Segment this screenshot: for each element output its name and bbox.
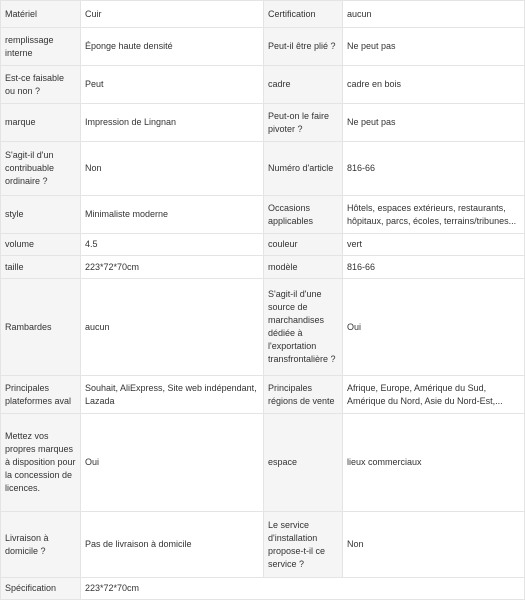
spec-value: Peut bbox=[81, 66, 264, 104]
spec-label: style bbox=[1, 196, 81, 234]
spec-value: Oui bbox=[81, 414, 264, 512]
spec-value: Ne peut pas bbox=[343, 28, 525, 66]
spec-label: S'agit-il d'une source de marchandises dédiée à l'exportation transfrontalière ? bbox=[264, 279, 343, 376]
spec-label: taille bbox=[1, 256, 81, 279]
spec-value: vert bbox=[343, 234, 525, 256]
spec-label: Occasions applicables bbox=[264, 196, 343, 234]
table-row bbox=[1, 66, 525, 104]
spec-label: S'agit-il d'un contribuable ordinaire ? bbox=[1, 142, 81, 196]
table-row bbox=[1, 414, 525, 512]
spec-value: aucun bbox=[343, 1, 525, 28]
spec-label: marque bbox=[1, 104, 81, 142]
spec-value: Non bbox=[343, 512, 525, 578]
spec-value: Hôtels, espaces extérieurs, restaurants, hôpitaux, parcs, écoles, terrains/tribunes... bbox=[343, 196, 525, 234]
table-row bbox=[1, 234, 525, 256]
spec-value: 223*72*70cm bbox=[81, 578, 525, 600]
spec-value: Non bbox=[81, 142, 264, 196]
table-row bbox=[1, 1, 525, 28]
table-row bbox=[1, 142, 525, 196]
spec-label: Peut-il être plié ? bbox=[264, 28, 343, 66]
spec-label: Matériel bbox=[1, 1, 81, 28]
table-row bbox=[1, 104, 525, 142]
spec-value: aucun bbox=[81, 279, 264, 376]
spec-label: remplissage interne bbox=[1, 28, 81, 66]
spec-label: volume bbox=[1, 234, 81, 256]
spec-value: Éponge haute densité bbox=[81, 28, 264, 66]
table-row bbox=[1, 256, 525, 279]
table-row bbox=[1, 28, 525, 66]
spec-label: Spécification bbox=[1, 578, 81, 600]
spec-label: couleur bbox=[264, 234, 343, 256]
spec-label: Certification bbox=[264, 1, 343, 28]
table-row bbox=[1, 376, 525, 414]
spec-value: cadre en bois bbox=[343, 66, 525, 104]
spec-value: Ne peut pas bbox=[343, 104, 525, 142]
spec-label: modèle bbox=[264, 256, 343, 279]
table-row bbox=[1, 279, 525, 376]
spec-label: Mettez vos propres marques à disposition pour la concession de licences. bbox=[1, 414, 81, 512]
table-row bbox=[1, 578, 525, 600]
spec-label: Numéro d'article bbox=[264, 142, 343, 196]
spec-label: Principales plateformes aval bbox=[1, 376, 81, 414]
spec-label: Peut-on le faire pivoter ? bbox=[264, 104, 343, 142]
spec-value: Cuir bbox=[81, 1, 264, 28]
table-row bbox=[1, 196, 525, 234]
spec-value: Minimaliste moderne bbox=[81, 196, 264, 234]
spec-value: Pas de livraison à domicile bbox=[81, 512, 264, 578]
spec-value: Souhait, AliExpress, Site web indépendant, Lazada bbox=[81, 376, 264, 414]
spec-label: espace bbox=[264, 414, 343, 512]
spec-value: Impression de Lingnan bbox=[81, 104, 264, 142]
spec-label: Le service d'installation propose-t-il ce service ? bbox=[264, 512, 343, 578]
spec-value: 816-66 bbox=[343, 256, 525, 279]
spec-label: Rambardes bbox=[1, 279, 81, 376]
spec-value: lieux commerciaux bbox=[343, 414, 525, 512]
spec-value: 816-66 bbox=[343, 142, 525, 196]
spec-label: cadre bbox=[264, 66, 343, 104]
spec-label: Est-ce faisable ou non ? bbox=[1, 66, 81, 104]
table-row bbox=[1, 512, 525, 578]
spec-label: Livraison à domicile ? bbox=[1, 512, 81, 578]
spec-value: Afrique, Europe, Amérique du Sud, Amérique du Nord, Asie du Nord-Est,... bbox=[343, 376, 525, 414]
spec-value: 223*72*70cm bbox=[81, 256, 264, 279]
spec-value: Oui bbox=[343, 279, 525, 376]
spec-label: Principales régions de vente bbox=[264, 376, 343, 414]
spec-value: 4.5 bbox=[81, 234, 264, 256]
